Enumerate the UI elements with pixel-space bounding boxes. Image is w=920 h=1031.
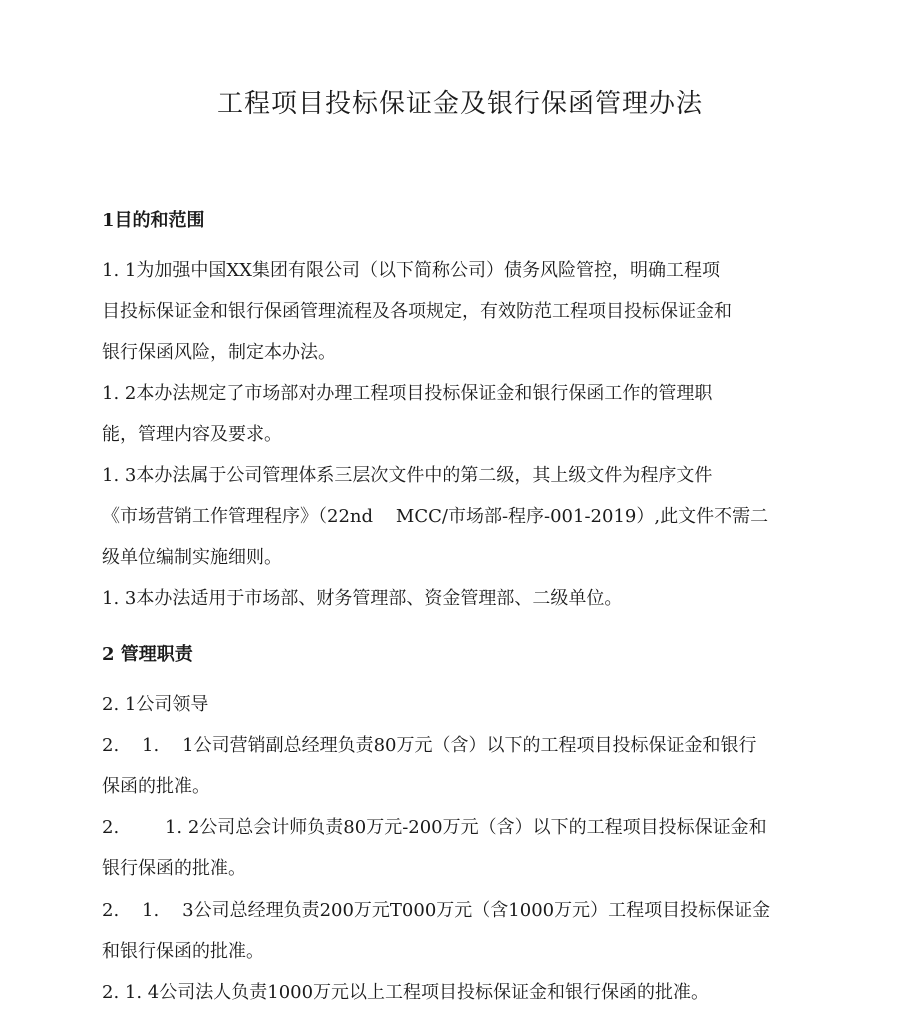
paragraph-line: 1. 3本办法属于公司管理体系三层次文件中的第二级，其上级文件为程序文件	[102, 465, 713, 486]
paragraph-line: 《市场营销工作管理程序》（22nd MCC/市场部-程序-001-2019）,此文件不需二	[102, 506, 769, 527]
paragraph-line: 1. 1为加强中国XX集团有限公司（以下简称公司）债务风险管控，明确工程项	[102, 260, 720, 281]
paragraph-line: 2. 1. 1公司营销副总经理负责80万元（含）以下的工程项目投标保证金和银行	[102, 735, 757, 756]
section-heading-purpose-scope: 1目的和范围	[102, 210, 205, 231]
paragraph-line: 2. 1. 3公司总经理负责200万元T000万元（含1000万元）工程项目投标保证金	[102, 900, 771, 921]
section-heading-responsibilities: 2 管理职责	[102, 644, 193, 665]
paragraph-line: 1. 2本办法规定了市场部对办理工程项目投标保证金和银行保函工作的管理职	[102, 383, 713, 404]
paragraph-line: 2. 1. 4公司法人负责1000万元以上工程项目投标保证金和银行保函的批准。	[102, 982, 710, 1003]
document-title: 工程项目投标保证金及银行保函管理办法	[216, 89, 703, 119]
paragraph-line: 银行保函的批准。	[102, 858, 246, 879]
paragraph-line: 目投标保证金和银行保函管理流程及各项规定，有效防范工程项目投标保证金和	[102, 301, 732, 322]
paragraph-line: 能，管理内容及要求。	[102, 424, 282, 445]
paragraph-line: 1. 3本办法适用于市场部、财务管理部、资金管理部、二级单位。	[102, 588, 623, 609]
paragraph-line: 级单位编制实施细则。	[102, 547, 282, 568]
paragraph-line: 和银行保函的批准。	[102, 941, 264, 962]
paragraph-line: 银行保函风险，制定本办法。	[102, 342, 336, 363]
paragraph-line: 保函的批准。	[102, 776, 210, 797]
paragraph-line: 2. 1. 2公司总会计师负责80万元-200万元（含）以下的工程项目投标保证金和	[102, 817, 767, 838]
paragraph-line: 2. 1公司领导	[102, 694, 209, 715]
